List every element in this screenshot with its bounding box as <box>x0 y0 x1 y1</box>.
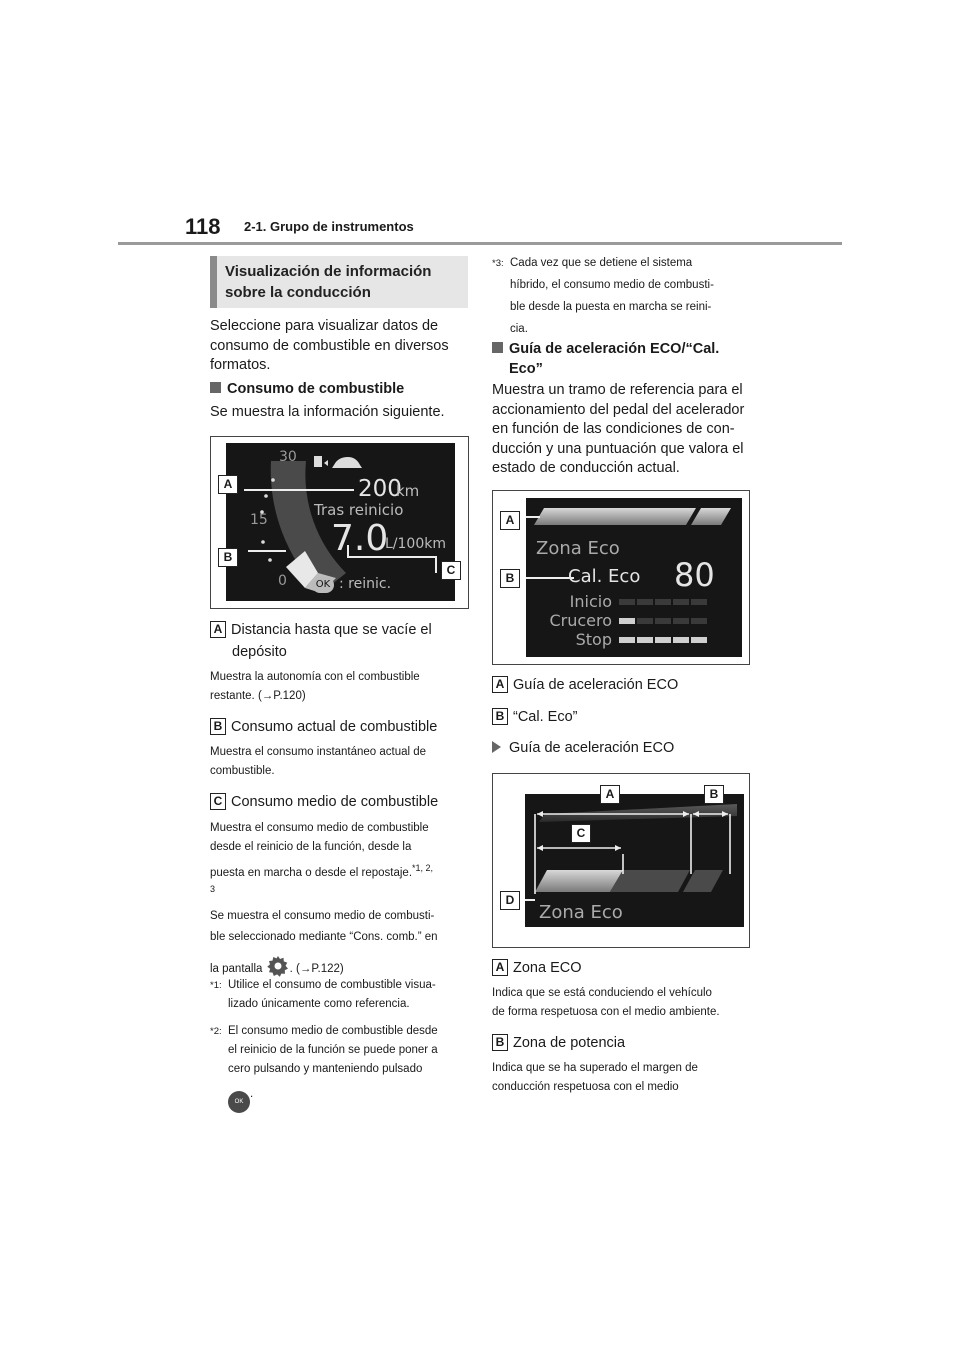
eco-desc: Muestra un tramo de referencia para el accionamiento del pedal del acelerador en función de las condiciones de con- ducción y una puntuación que valora el estado de conducción actual. <box>492 382 745 476</box>
ok-icon: OK <box>228 1091 250 1113</box>
row-crucero-label: Crucero <box>549 611 612 630</box>
gauge-tick-0: 0 <box>278 573 287 589</box>
cal-eco-label: Cal. Eco <box>568 566 641 587</box>
callout-c: C <box>441 561 461 580</box>
callout-b: B <box>704 785 724 804</box>
since-reset-label: Tras reinicio <box>314 501 404 519</box>
zona-eco-label: Zona Eco <box>536 538 620 559</box>
reset-label: : reinic. <box>339 576 392 592</box>
figure-eco-zones <box>492 773 750 948</box>
ok-button-icon: OK <box>312 577 334 593</box>
header-rule <box>118 242 842 245</box>
item-a-title-cont: depósito <box>232 644 287 660</box>
intro-paragraph: Seleccione para visualizar datos de consumo de combustible en diversos formatos. <box>210 318 449 373</box>
range-unit: km <box>396 482 420 500</box>
item-a-title: A Distancia hasta que se vacíe el <box>210 621 468 641</box>
fuel-display-screen <box>226 443 455 601</box>
item-b-title: B Consumo actual de combustible <box>210 718 437 738</box>
page-number: 118 <box>185 214 221 239</box>
callout-a: A <box>218 475 238 494</box>
fuel-lead-text: Se muestra la información siguiente. <box>210 404 445 420</box>
zone-a-title: A Zona ECO <box>492 959 582 979</box>
callout-b: B <box>500 569 520 588</box>
legend-b: B “Cal. Eco” <box>492 708 577 728</box>
letter-c-box: C <box>210 793 226 810</box>
eco-score-value: 80 <box>674 556 715 594</box>
gauge-tick-15: 15 <box>250 512 268 528</box>
gear-icon <box>266 954 290 978</box>
callout-b: B <box>218 548 238 567</box>
callout-a: A <box>500 511 520 530</box>
item-b-desc: Muestra el consumo instantáneo actual de combustible. <box>210 746 427 777</box>
zone-b-desc: Indica que se ha superado el margen de conducción respetuosa con el medio <box>492 1062 698 1093</box>
letter-a-box: A <box>210 621 226 638</box>
callout-a: A <box>600 785 620 804</box>
gauge-tick-30: 30 <box>279 449 297 465</box>
eco-score-screen <box>526 498 742 657</box>
subhead-fuel-consumption: Consumo de combustible <box>210 380 404 400</box>
figure-fuel-display <box>210 436 469 609</box>
bullet-eco-guide: Guía de aceleración ECO <box>492 739 674 759</box>
square-bullet-icon <box>210 382 221 393</box>
subhead-eco-guide: Guía de aceleración ECO/“Cal. Eco” <box>492 340 750 379</box>
score-bars <box>526 498 742 657</box>
extra-paragraph: Se muestra el consumo medio de combusti- ble seleccionado mediante “Cons. comb.” en la pantalla . (→P.122) <box>210 907 472 979</box>
zona-eco-label: Zona Eco <box>539 902 623 923</box>
legend-a: A Guía de aceleración ECO <box>492 676 678 696</box>
zone-a-desc: Indica que se está conduciendo el vehículo de forma respetuosa con el medio ambiente. <box>492 987 720 1018</box>
section-heading: Visualización de información sobre la conducción <box>210 256 468 308</box>
callout-d: D <box>500 891 520 910</box>
item-c-title: C Consumo medio de combustible <box>210 793 438 813</box>
chapter-title: 2-1. Grupo de instrumentos <box>244 219 414 234</box>
item-a-desc: Muestra la autonomía con el combustible restante. (→P.120) <box>210 671 420 702</box>
row-stop-label: Stop <box>575 630 612 649</box>
triangle-bullet-icon <box>492 741 501 753</box>
range-value: 200 <box>358 476 402 502</box>
callout-c: C <box>571 824 591 843</box>
item-c-desc: Muestra el consumo medio de combustible desde el reinicio de la función, desde la puesta en marcha o desde el repostaje.$^{*1, 2,}$ 3 <box>210 822 434 895</box>
letter-b-box: B <box>210 718 226 735</box>
zone-b-title: B Zona de potencia <box>492 1034 625 1054</box>
row-inicio-label: Inicio <box>569 592 612 611</box>
avg-consumption-unit: L/100km <box>385 536 446 552</box>
square-bullet-icon <box>492 342 503 353</box>
figure-eco-score <box>492 490 750 665</box>
eco-zones-screen <box>525 794 744 927</box>
avg-consumption-value: 7.0 <box>331 518 389 559</box>
